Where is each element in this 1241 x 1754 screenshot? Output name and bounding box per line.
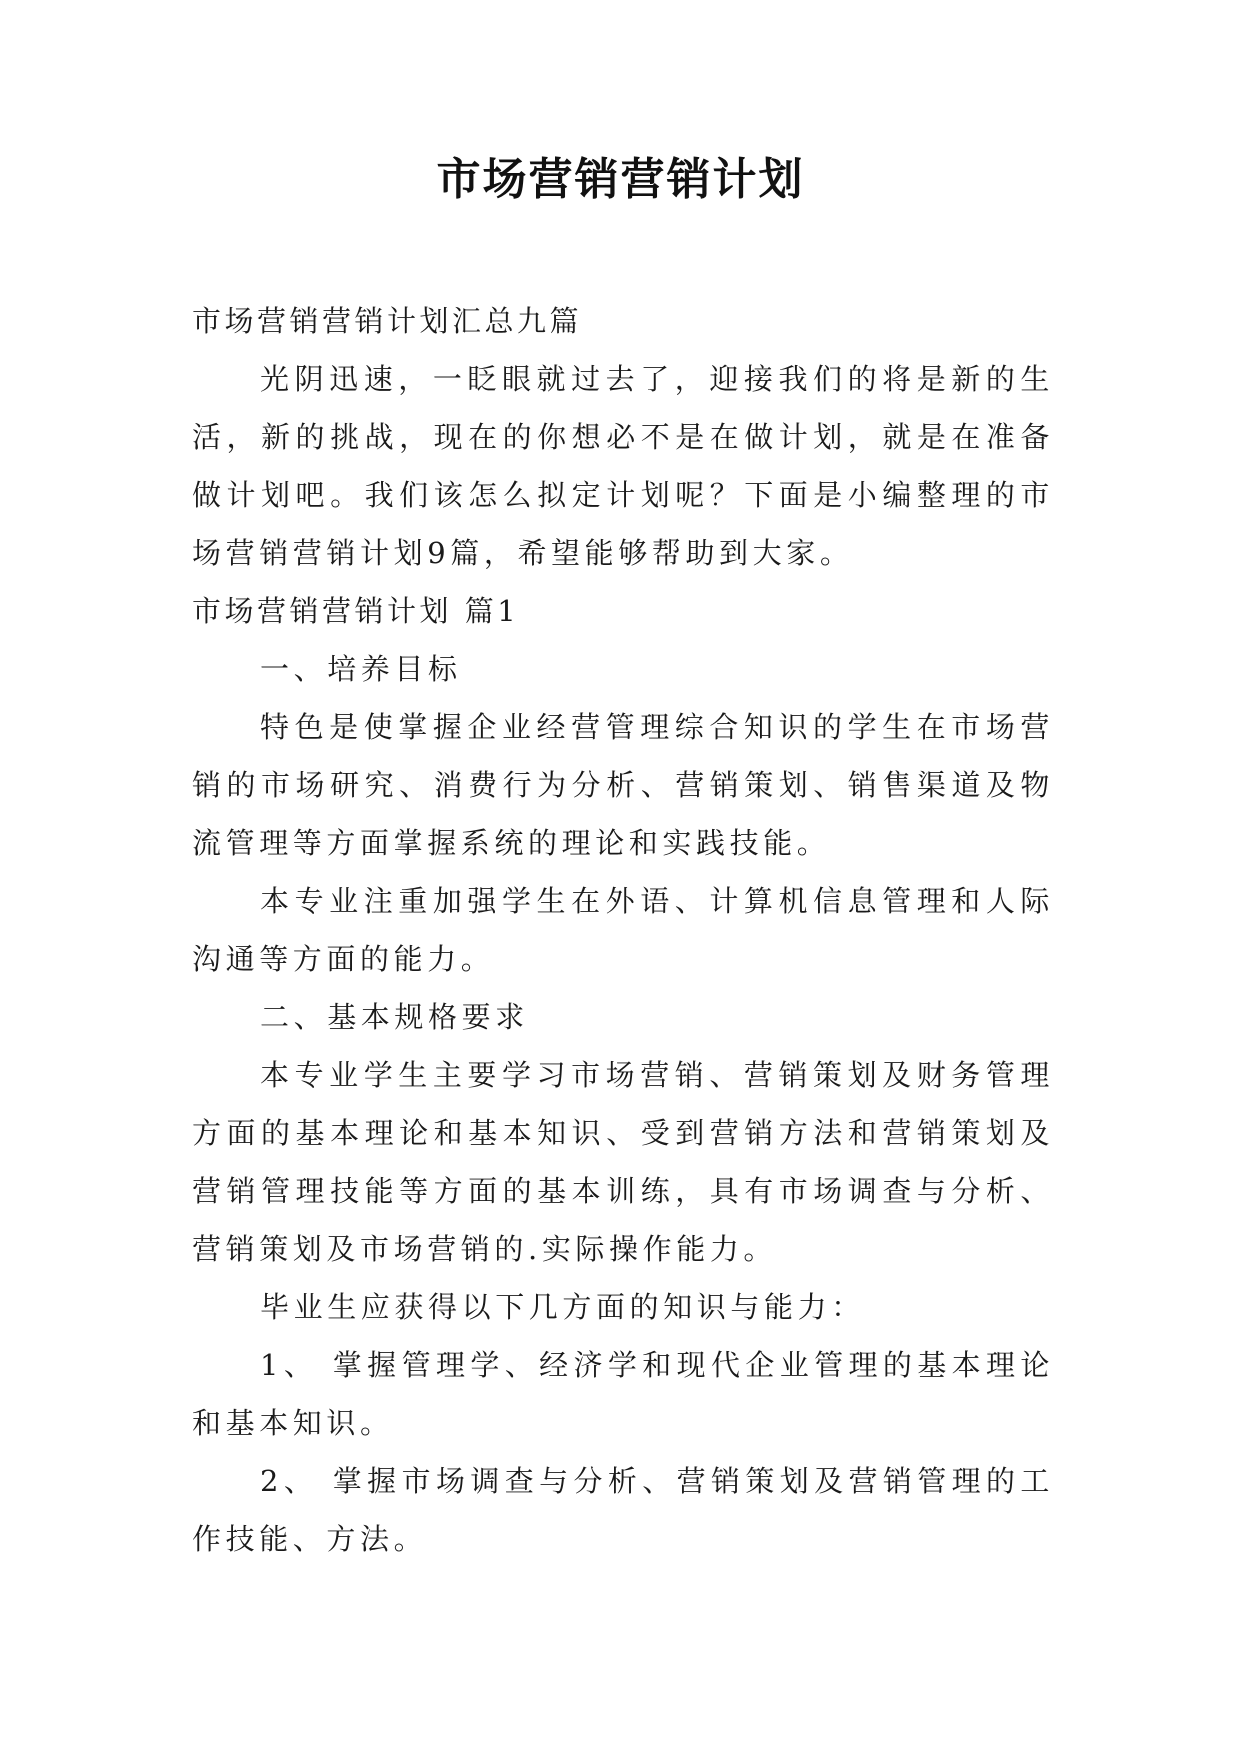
subheading-goals: 一、培养目标 xyxy=(260,652,462,686)
section-heading: 市场营销营销计划 篇1 xyxy=(192,594,520,628)
intro-paragraph: 光阴迅速，一眨眼就过去了，迎接我们的将是新的生活，新的挑战，现在的你想必不是在做计划，就是在准备做计划吧。我们该怎么拟定计划呢？下面是小编整理的市场营销营销计划9篇，希望能够帮助到大家。 xyxy=(192,362,1054,570)
document-body xyxy=(192,292,1054,1568)
subtitle-line: 市场营销营销计划汇总九篇 xyxy=(192,304,583,338)
list-item: 1、 掌握管理学、经济学和现代企业管理的基本理论和基本知识。 xyxy=(192,1348,1054,1440)
paragraph-abilities-intro: 毕业生应获得以下几方面的知识与能力： xyxy=(260,1290,865,1324)
paragraph-features: 特色是使掌握企业经营管理综合知识的学生在市场营销的市场研究、消费行为分析、营销策划、销售渠道及物流管理等方面掌握系统的理论和实践技能。 xyxy=(192,710,1054,860)
paragraph-emphasis: 本专业注重加强学生在外语、计算机信息管理和人际沟通等方面的能力。 xyxy=(192,884,1054,976)
list-item: 2、 掌握市场调查与分析、营销策划及营销管理的工作技能、方法。 xyxy=(192,1464,1054,1556)
subheading-requirements: 二、基本规格要求 xyxy=(260,1000,529,1034)
paragraph-curriculum: 本专业学生主要学习市场营销、营销策划及财务管理方面的基本理论和基本知识、受到营销方法和营销策划及营销管理技能等方面的基本训练，具有市场调查与分析、营销策划及市场营销的.实际操作能力。 xyxy=(192,1058,1054,1266)
document-title: 市场营销营销计划 xyxy=(436,154,805,205)
